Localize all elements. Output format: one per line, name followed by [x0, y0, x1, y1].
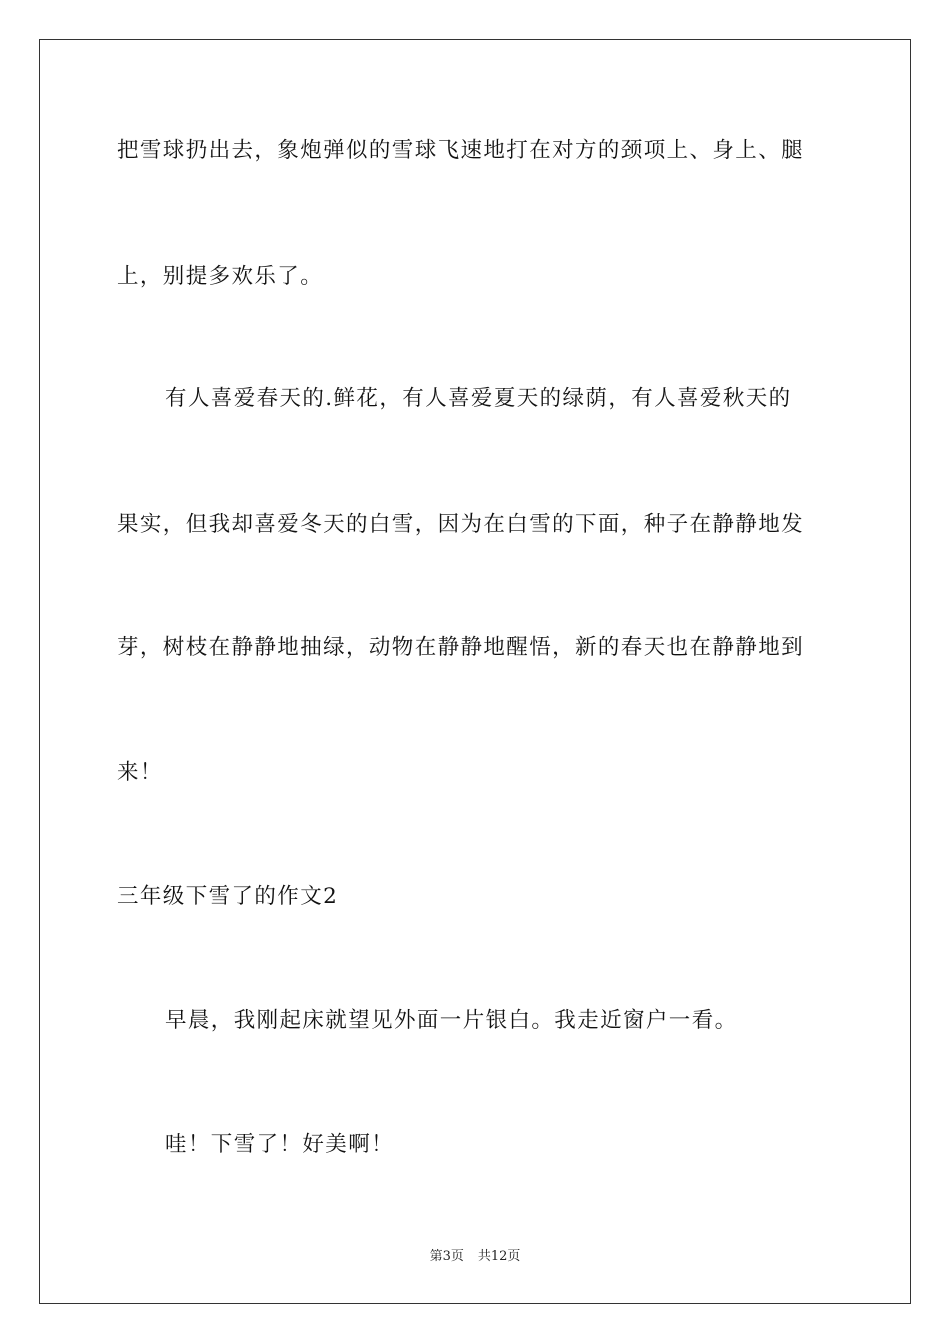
page-number: 第3页	[429, 1249, 464, 1264]
paragraph-line: 来！	[117, 760, 163, 785]
paragraph-line: 芽，树枝在静静地抽绿，动物在静静地醒悟，新的春天也在静静地到	[117, 635, 805, 660]
paragraph-line: 把雪球扔出去，象炮弹似的雪球飞速地打在对方的颈项上、身上、腿	[117, 138, 805, 163]
section-heading: 三年级下雪了的作文2	[117, 884, 339, 909]
paragraph-line: 上，别提多欢乐了。	[117, 264, 324, 289]
page-footer	[0, 1248, 950, 1266]
paragraph-line: 早晨，我刚起床就望见外面一片银白。我走近窗户一看。	[165, 1008, 738, 1033]
page-frame	[39, 39, 911, 1304]
page-total: 共12页	[477, 1249, 521, 1264]
paragraph-line: 哇！下雪了！好美啊！	[165, 1132, 395, 1157]
paragraph-line: 有人喜爱春天的.鲜花，有人喜爱夏天的绿荫，有人喜爱秋天的	[165, 386, 792, 411]
paragraph-line: 果实，但我却喜爱冬天的白雪，因为在白雪的下面，种子在静静地发	[117, 512, 805, 537]
